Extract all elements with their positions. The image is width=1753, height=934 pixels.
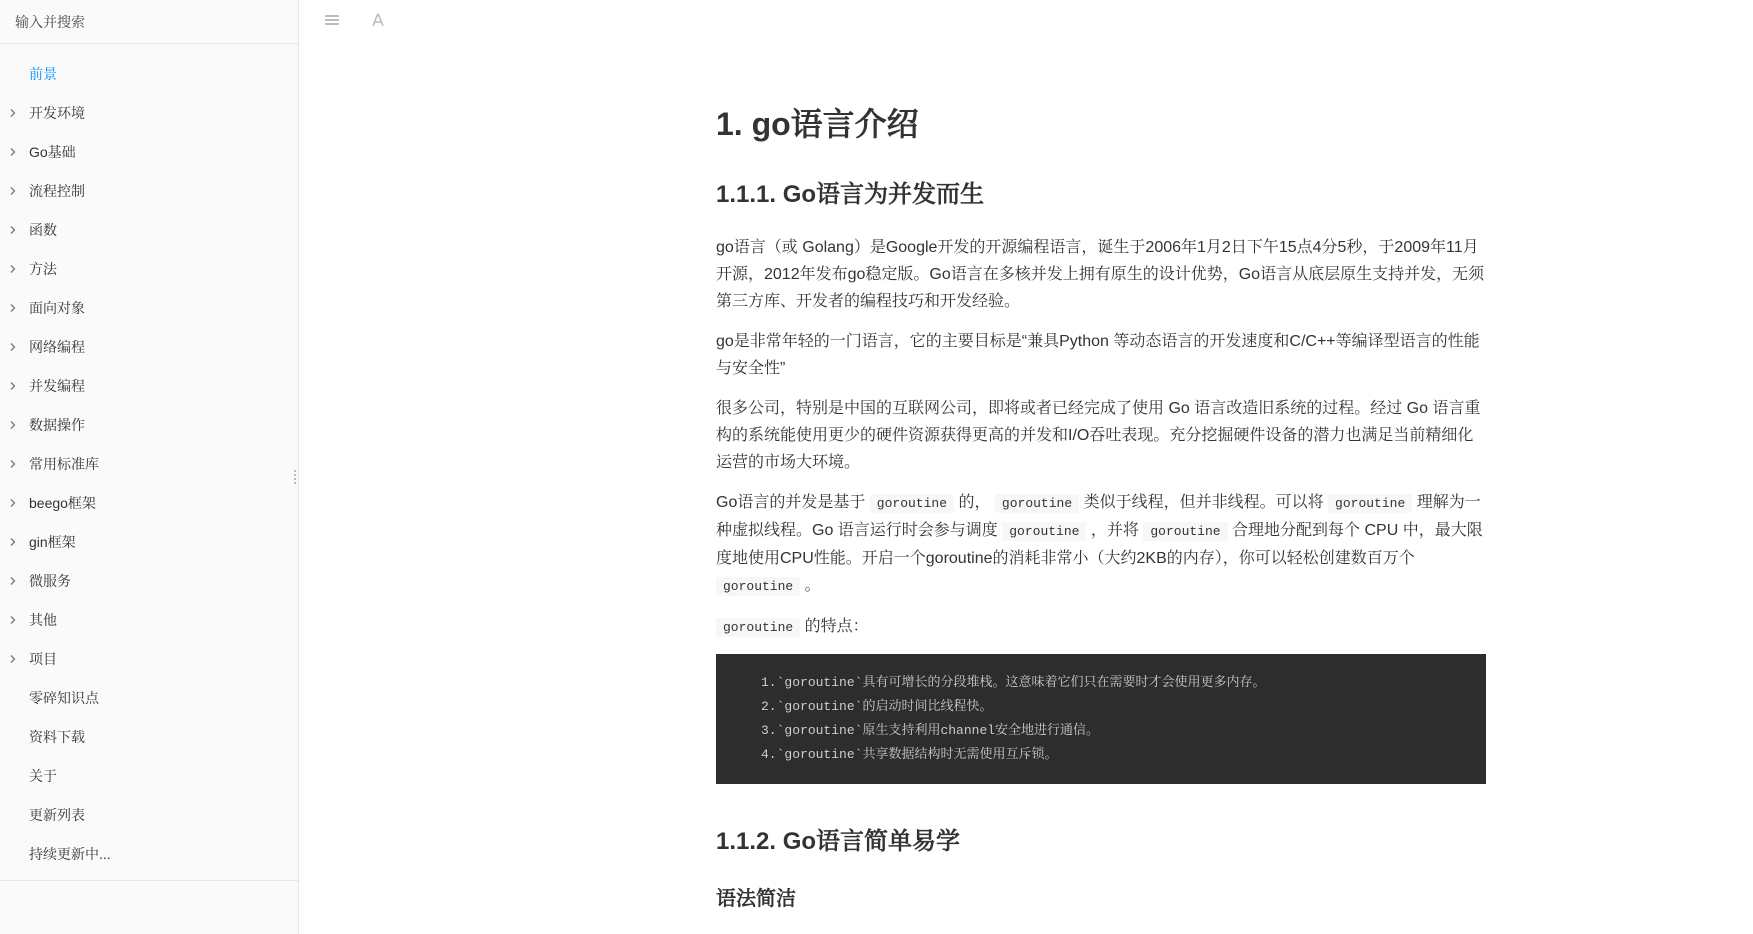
sidebar-item[interactable] [0, 249, 298, 288]
sidebar-item-label: 数据操作 [29, 416, 85, 433]
search-input[interactable] [13, 13, 287, 31]
sidebar [0, 0, 299, 934]
sidebar-item-label: 方法 [29, 260, 57, 277]
sidebar-item[interactable] [0, 717, 298, 756]
chevron-right-icon[interactable] [9, 249, 17, 288]
toolbar [320, 10, 390, 30]
sidebar-item-label: 资料下载 [29, 728, 85, 745]
sidebar-item[interactable] [0, 210, 298, 249]
sidebar-item[interactable] [0, 405, 298, 444]
sidebar-item[interactable] [0, 327, 298, 366]
chevron-right-icon[interactable] [9, 327, 17, 366]
sidebar-divider [0, 880, 298, 881]
chevron-right-icon[interactable] [9, 366, 17, 405]
font-settings-icon[interactable] [366, 10, 390, 30]
chevron-right-icon[interactable] [9, 522, 17, 561]
code-line: 2.`goroutine`的启动时间比线程快。 [761, 699, 993, 715]
sidebar-item-label: 开发环境 [29, 104, 85, 121]
sidebar-item[interactable] [0, 795, 298, 834]
sidebar-item-label: 常用标准库 [29, 455, 99, 472]
code-line: 4.`goroutine`共享数据结构时无需使用互斥锁。 [761, 747, 1058, 763]
sidebar-item[interactable] [0, 444, 298, 483]
chevron-right-icon[interactable] [9, 210, 17, 249]
paragraph: go是非常年轻的一门语言，它的主要目标是“兼具Python 等动态语言的开发速度和C/C++等编译型语言的性能与安全性” [716, 333, 1480, 378]
sidebar-item[interactable] [0, 678, 298, 717]
sidebar-item-label: 其他 [29, 611, 57, 628]
sidebar-item-label: 面向对象 [29, 299, 85, 316]
chevron-right-icon[interactable] [9, 132, 17, 171]
sidebar-item-label: 更新列表 [29, 806, 85, 823]
sidebar-item-label: 并发编程 [29, 377, 85, 394]
sidebar-item-label: 持续更新中... [29, 845, 111, 862]
sidebar-item[interactable] [0, 756, 298, 795]
sidebar-item[interactable] [0, 600, 298, 639]
sidebar-item-label: Go基础 [29, 143, 76, 160]
inline-code: goroutine [716, 618, 800, 637]
sidebar-item[interactable] [0, 132, 298, 171]
inline-code: goroutine [716, 577, 800, 596]
page-title: 1. go语言介绍 [716, 106, 919, 142]
paragraph: 很多公司，特别是中国的互联网公司，即将或者已经完成了使用 Go 语言改造旧系统的过程。经过 Go 语言重构的系统能使用更少的硬件资源获得更高的并发和I/O吞吐表现。充分挖掘硬件设备的潜力也满足当前精细化运营的市场大环境。 [716, 400, 1481, 472]
hamburger-icon[interactable] [320, 10, 344, 30]
chevron-right-icon[interactable] [9, 639, 17, 678]
sidebar-item[interactable] [0, 54, 298, 93]
sidebar-resize-handle[interactable] [293, 470, 297, 484]
chevron-right-icon[interactable] [9, 561, 17, 600]
article [716, 105, 1486, 911]
chevron-right-icon[interactable] [9, 93, 17, 132]
chevron-right-icon[interactable] [9, 600, 17, 639]
sidebar-nav [0, 44, 298, 873]
sidebar-item[interactable] [0, 639, 298, 678]
sidebar-item[interactable] [0, 93, 298, 132]
sidebar-item-label: 流程控制 [29, 182, 85, 199]
chevron-right-icon[interactable] [9, 288, 17, 327]
sidebar-item-label: 函数 [29, 221, 57, 238]
chevron-right-icon[interactable] [9, 405, 17, 444]
sidebar-item-label: 项目 [29, 650, 57, 667]
sidebar-item[interactable] [0, 483, 298, 522]
paragraph: go语言（或 Golang）是Google开发的开源编程语言，诞生于2006年1月2日下午15点4分5秒，于2009年11月开源，2012年发布go稳定版。Go语言在多核并发上拥有原生的设计优势，Go语言从底层原生支持并发，无须第三方库、开发者的编程技巧和开发经验。 [716, 239, 1485, 311]
chevron-right-icon[interactable] [9, 444, 17, 483]
code-block [716, 654, 1486, 784]
sidebar-item[interactable] [0, 522, 298, 561]
subsection-heading: 语法简洁 [716, 887, 796, 910]
sidebar-item[interactable] [0, 171, 298, 210]
code-line: 3.`goroutine`原生支持利用channel安全地进行通信。 [761, 723, 1100, 739]
chevron-right-icon[interactable] [9, 483, 17, 522]
sidebar-item-label: 零碎知识点 [29, 689, 99, 706]
sidebar-item-label: 网络编程 [29, 338, 85, 355]
inline-code: goroutine [870, 494, 954, 513]
inline-code: goroutine [1328, 494, 1412, 513]
paragraph: Go语言的并发是基于 goroutine 的， goroutine 类似于线程，但并非线程。可以将 goroutine 理解为一种虚拟线程。Go 语言运行时会参与调度 goroutine ，并将 goroutine 合理地分配到每个 CPU 中，最大限度地使用CPU性能。开启一个goroutine的消耗非常小（大约2KB的内存），你可以轻松创建数百万个 goroutine 。 [716, 494, 1483, 595]
inline-code: goroutine [995, 494, 1079, 513]
sidebar-item-label: 关于 [29, 767, 57, 784]
sidebar-item[interactable] [0, 561, 298, 600]
inline-code: goroutine [1143, 522, 1227, 541]
sidebar-item-label: 微服务 [29, 572, 71, 589]
sidebar-item-label: beego框架 [29, 494, 96, 511]
chevron-right-icon[interactable] [9, 171, 17, 210]
sidebar-item[interactable] [0, 834, 298, 873]
search-bar [0, 0, 298, 44]
sidebar-item[interactable] [0, 366, 298, 405]
section-heading: 1.1.2. Go语言简单易学 [716, 828, 961, 856]
section-heading: 1.1.1. Go语言为并发而生 [716, 181, 985, 209]
sidebar-item-label: 前景 [29, 65, 57, 82]
sidebar-item[interactable] [0, 288, 298, 327]
sidebar-item-label: gin框架 [29, 533, 76, 550]
paragraph: goroutine 的特点： [716, 613, 1486, 641]
code-line: 1.`goroutine`具有可增长的分段堆栈。这意味着它们只在需要时才会使用更多内存。 [761, 675, 1266, 691]
inline-code: goroutine [1002, 522, 1086, 541]
